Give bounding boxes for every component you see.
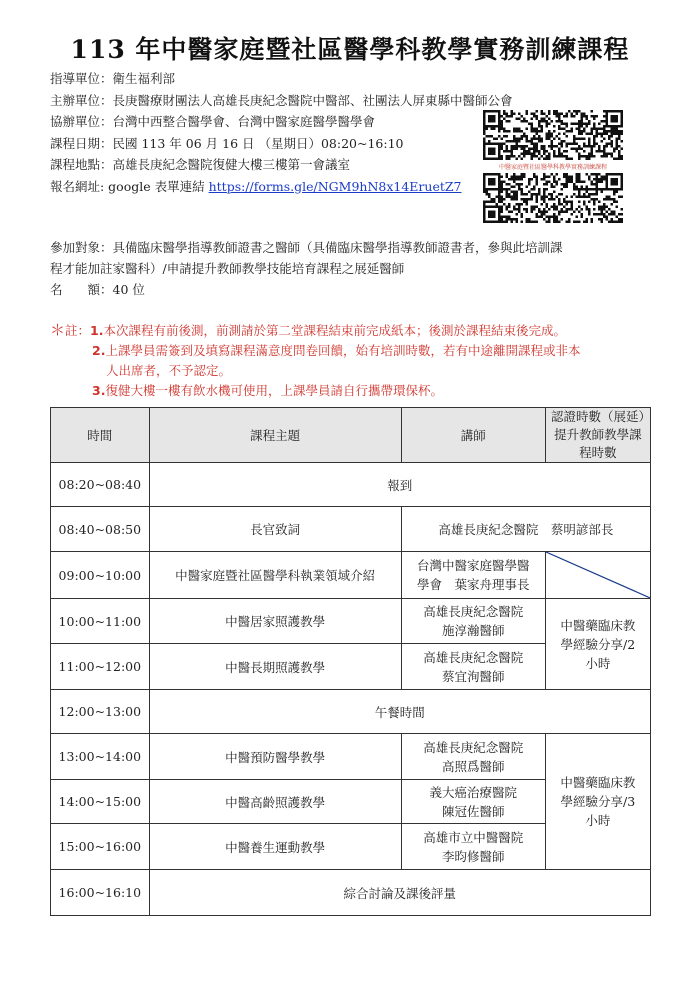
signup-row bbox=[50, 176, 513, 198]
table-row bbox=[51, 507, 651, 552]
row-teacher: 高雄長庚紀念醫院 蔡明諺部長 bbox=[401, 507, 650, 552]
course-date: 課程日期：民國 113 年 06 月 16 日 （星期日）08:20~16:10 bbox=[50, 135, 404, 151]
table-header-row bbox=[51, 408, 651, 463]
note-3-number: 3. bbox=[92, 383, 106, 398]
row-topic: 午餐時間 bbox=[149, 690, 650, 734]
qr-caption: 中醫家庭暨社區醫學科教學實務訓練課程 bbox=[498, 164, 607, 171]
supervisor-unit: 指導單位：衛生福利部 bbox=[50, 71, 176, 86]
schedule-table bbox=[50, 407, 651, 916]
teacher-line-2: 李昀修醫師 bbox=[441, 848, 505, 864]
teacher-line-1: 高雄長庚紀念醫院 bbox=[423, 604, 524, 619]
row-teacher bbox=[401, 644, 545, 690]
teacher-line-1: 高雄長庚紀念醫院 bbox=[423, 649, 524, 665]
teacher-line-2: 施淳瀚醫師 bbox=[441, 623, 505, 638]
table-row bbox=[51, 870, 651, 916]
table-row bbox=[51, 734, 651, 780]
header-hours: 認證時數（展延）提升教師教學課程時數 bbox=[545, 408, 650, 463]
hours-line-1: 中醫藥臨床教 bbox=[560, 775, 636, 790]
qr-code-block bbox=[483, 110, 623, 223]
row-topic: 中醫長期照護教學 bbox=[149, 644, 401, 690]
note-2-cont: 人出席者，不予認定。 bbox=[106, 363, 232, 378]
teacher-line-1: 義大癌治療醫院 bbox=[429, 784, 517, 800]
row-topic: 中醫居家照護教學 bbox=[149, 599, 401, 644]
signup-label: 報名網址: google 表單連結 bbox=[50, 178, 209, 194]
row-time: 12:00~13:00 bbox=[51, 690, 150, 734]
note-1 bbox=[50, 320, 660, 341]
hours-line-3: 小時 bbox=[585, 813, 611, 828]
page-title: 113 年中醫家庭暨社區醫學科教學實務訓練課程 bbox=[70, 35, 630, 64]
teacher-line-1: 台灣中醫家庭醫學醫 bbox=[416, 558, 530, 573]
course-info bbox=[50, 68, 513, 197]
diagonal-line-icon bbox=[546, 552, 650, 598]
row-topic: 長官致詞 bbox=[149, 507, 401, 552]
hours-line-3: 小時 bbox=[585, 655, 611, 671]
row-time: 08:40~08:50 bbox=[51, 507, 150, 552]
organizer-unit: 主辦單位：長庚醫療財團法人高雄長庚紀念醫院中醫部、社團法人屏東縣中醫師公會 bbox=[50, 92, 513, 108]
row-teacher bbox=[401, 552, 545, 599]
note-prefix: 註： bbox=[65, 323, 91, 338]
row-topic: 中醫高齡照護教學 bbox=[149, 780, 401, 824]
row-topic: 中醫養生運動教學 bbox=[149, 824, 401, 870]
row-time: 10:00~11:00 bbox=[51, 599, 150, 644]
teacher-line-1: 高雄市立中醫醫院 bbox=[423, 829, 524, 845]
row-teacher bbox=[401, 734, 545, 780]
row-topic: 綜合討論及課後評量 bbox=[149, 870, 650, 916]
qr-code-icon-lower bbox=[483, 173, 623, 223]
teacher-line-2: 學會 葉家舟理事長 bbox=[416, 577, 530, 592]
teacher-line-2: 陳冠佐醫師 bbox=[441, 803, 505, 819]
hours-line-2: 學經驗分享/2 bbox=[560, 636, 636, 652]
course-location: 課程地點：高雄長庚紀念醫院復健大樓三樓第一會議室 bbox=[50, 157, 351, 172]
qr-code-icon bbox=[483, 110, 623, 160]
target-line-1: 參加對象：具備臨床醫學指導教師證書之醫師（具備臨床醫學指導教師證書者，參與此培訓課 bbox=[50, 240, 563, 255]
note-3-text: 復健大樓一樓有飲水機可使用，上課學員請自行攜帶環保杯。 bbox=[105, 383, 443, 398]
notes-block bbox=[50, 320, 660, 401]
note-2 bbox=[50, 341, 660, 361]
note-1-number: 1. bbox=[90, 323, 104, 338]
teacher-line-2: 蔡宜洵醫師 bbox=[441, 668, 505, 684]
teacher-line-1: 高雄長庚紀念醫院 bbox=[423, 739, 524, 755]
header-topic: 課程主題 bbox=[149, 408, 401, 463]
co-organizer-unit: 協辦單位：台灣中西整合醫學會、台灣中醫家庭醫學醫學會 bbox=[50, 114, 376, 129]
asterisk-icon: ＊ bbox=[50, 321, 66, 339]
row-time: 15:00~16:00 bbox=[51, 824, 150, 870]
header-teacher: 講師 bbox=[401, 408, 545, 463]
participant-info bbox=[50, 237, 650, 300]
hours-morning bbox=[545, 599, 650, 690]
hours-line-1: 中醫藥臨床教 bbox=[560, 617, 636, 633]
row-time: 16:00~16:10 bbox=[51, 870, 150, 916]
row-topic: 中醫家庭暨社區醫學科執業領域介紹 bbox=[149, 552, 401, 599]
signup-link[interactable]: https://forms.gle/NGM9hN8x14EruetZ7 bbox=[208, 178, 462, 194]
row-topic: 報到 bbox=[149, 463, 650, 507]
table-row bbox=[51, 690, 651, 734]
row-teacher bbox=[401, 824, 545, 870]
note-2-number: 2. bbox=[92, 343, 106, 358]
table-row bbox=[51, 463, 651, 507]
row-time: 11:00~12:00 bbox=[51, 644, 150, 690]
row-teacher bbox=[401, 780, 545, 824]
note-3 bbox=[50, 381, 660, 401]
row-time: 13:00~14:00 bbox=[51, 734, 150, 780]
empty-hours-cell bbox=[545, 552, 650, 599]
table-row bbox=[51, 552, 651, 599]
row-time: 14:00~15:00 bbox=[51, 780, 150, 824]
header-time: 時間 bbox=[51, 408, 150, 463]
target-line-2: 程才能加註家醫科）/申請提升教師教學技能培育課程之展延醫師 bbox=[50, 261, 405, 276]
row-teacher bbox=[401, 599, 545, 644]
quota: 名 額：40 位 bbox=[50, 282, 145, 297]
row-time: 09:00~10:00 bbox=[51, 552, 150, 599]
note-2-text: 上課學員需簽到及填寫課程滿意度問卷回饋，始有培訓時數，若有中途離開課程或非本 bbox=[105, 343, 581, 358]
note-1-text: 本次課程有前後測，前測請於第二堂課程結束前完成紙本；後測於課程結束後完成。 bbox=[103, 323, 566, 338]
hours-afternoon bbox=[545, 734, 650, 870]
teacher-line-2: 高照爲醫師 bbox=[441, 758, 505, 774]
table-row bbox=[51, 599, 651, 644]
row-topic: 中醫預防醫學教學 bbox=[149, 734, 401, 780]
hours-line-2: 學經驗分享/3 bbox=[560, 794, 636, 809]
row-time: 08:20~08:40 bbox=[51, 463, 150, 507]
